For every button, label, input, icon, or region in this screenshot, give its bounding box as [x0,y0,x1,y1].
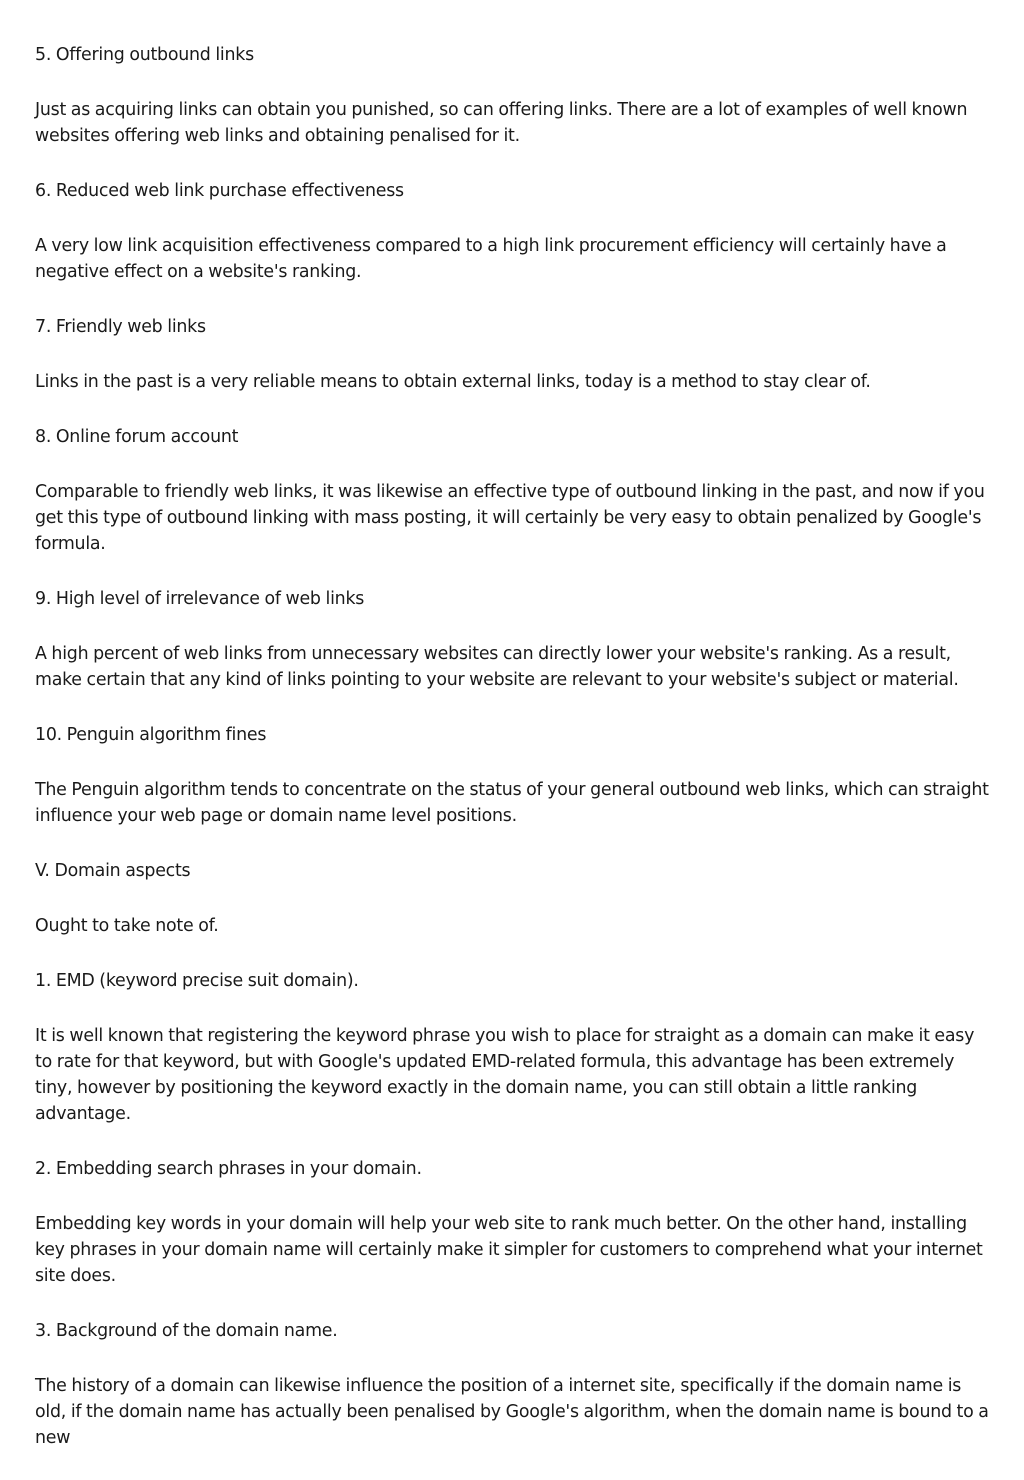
paragraph-friendly-links: Links in the past is a very reliable means to obtain external links, today is a method to stay clear of. [35,372,871,392]
paragraph-irrelevant-links: A high percent of web links from unnecessary websites can directly lower your website's ranking. As a result, make certain that any kind of links pointing to your website are relevant to your website's subject or material. [35,644,959,690]
paragraph-take-note: Ought to take note of. [35,916,219,936]
heading-penguin-fines: 10. Penguin algorithm fines [35,725,267,745]
paragraph-embedding-keywords: Embedding key words in your domain will help your web site to rank much better. On the other hand, installing key phrases in your domain name will certainly make it simpler for customers to comprehend what your internet site does. [35,1214,983,1286]
paragraph-domain-history: The history of a domain can likewise influence the position of a internet site, specifically if the domain name is old, if the domain name has actually been penalised by Google's algorithm, when the domain name is bound to a new [35,1376,989,1448]
paragraph-offering-links: Just as acquiring links can obtain you punished, so can offering links. There are a lot of examples of well known websites offering web links and obtaining penalised for it. [35,100,968,146]
paragraph-emd: It is well known that registering the keyword phrase you wish to place for straight as a domain can make it easy to rate for that keyword, but with Google's updated EMD-related formula, this advantage has been extremely tiny, however by positioning the keyword exactly in the domain name, you can still obtain a little ranking advantage. [35,1026,975,1124]
heading-friendly-web-links: 7. Friendly web links [35,317,206,337]
paragraph-penguin-algorithm: The Penguin algorithm tends to concentrate on the status of your general outbound web links, which can straight influence your web page or domain name level positions. [35,780,989,826]
paragraph-link-acquisition: A very low link acquisition effectiveness compared to a high link procurement efficiency will certainly have a negative effect on a website's ranking. [35,236,947,282]
heading-embedding-search-phrases: 2. Embedding search phrases in your domain. [35,1159,422,1179]
heading-offering-outbound-links: 5. Offering outbound links [35,45,254,65]
heading-irrelevance-of-links: 9. High level of irrelevance of web links [35,589,365,609]
heading-domain-background: 3. Background of the domain name. [35,1321,338,1341]
heading-domain-aspects: V. Domain aspects [35,861,191,881]
heading-emd: 1. EMD (keyword precise suit domain). [35,971,359,991]
paragraph-forum-account: Comparable to friendly web links, it was likewise an effective type of outbound linking in the past, and now if you get this type of outbound linking with mass posting, it will certainly be very easy to obtain penalized by Google's formula. [35,482,985,554]
heading-link-purchase-effectiveness: 6. Reduced web link purchase effectiveness [35,181,404,201]
heading-online-forum-account: 8. Online forum account [35,427,239,447]
document-page [35,42,995,1480]
